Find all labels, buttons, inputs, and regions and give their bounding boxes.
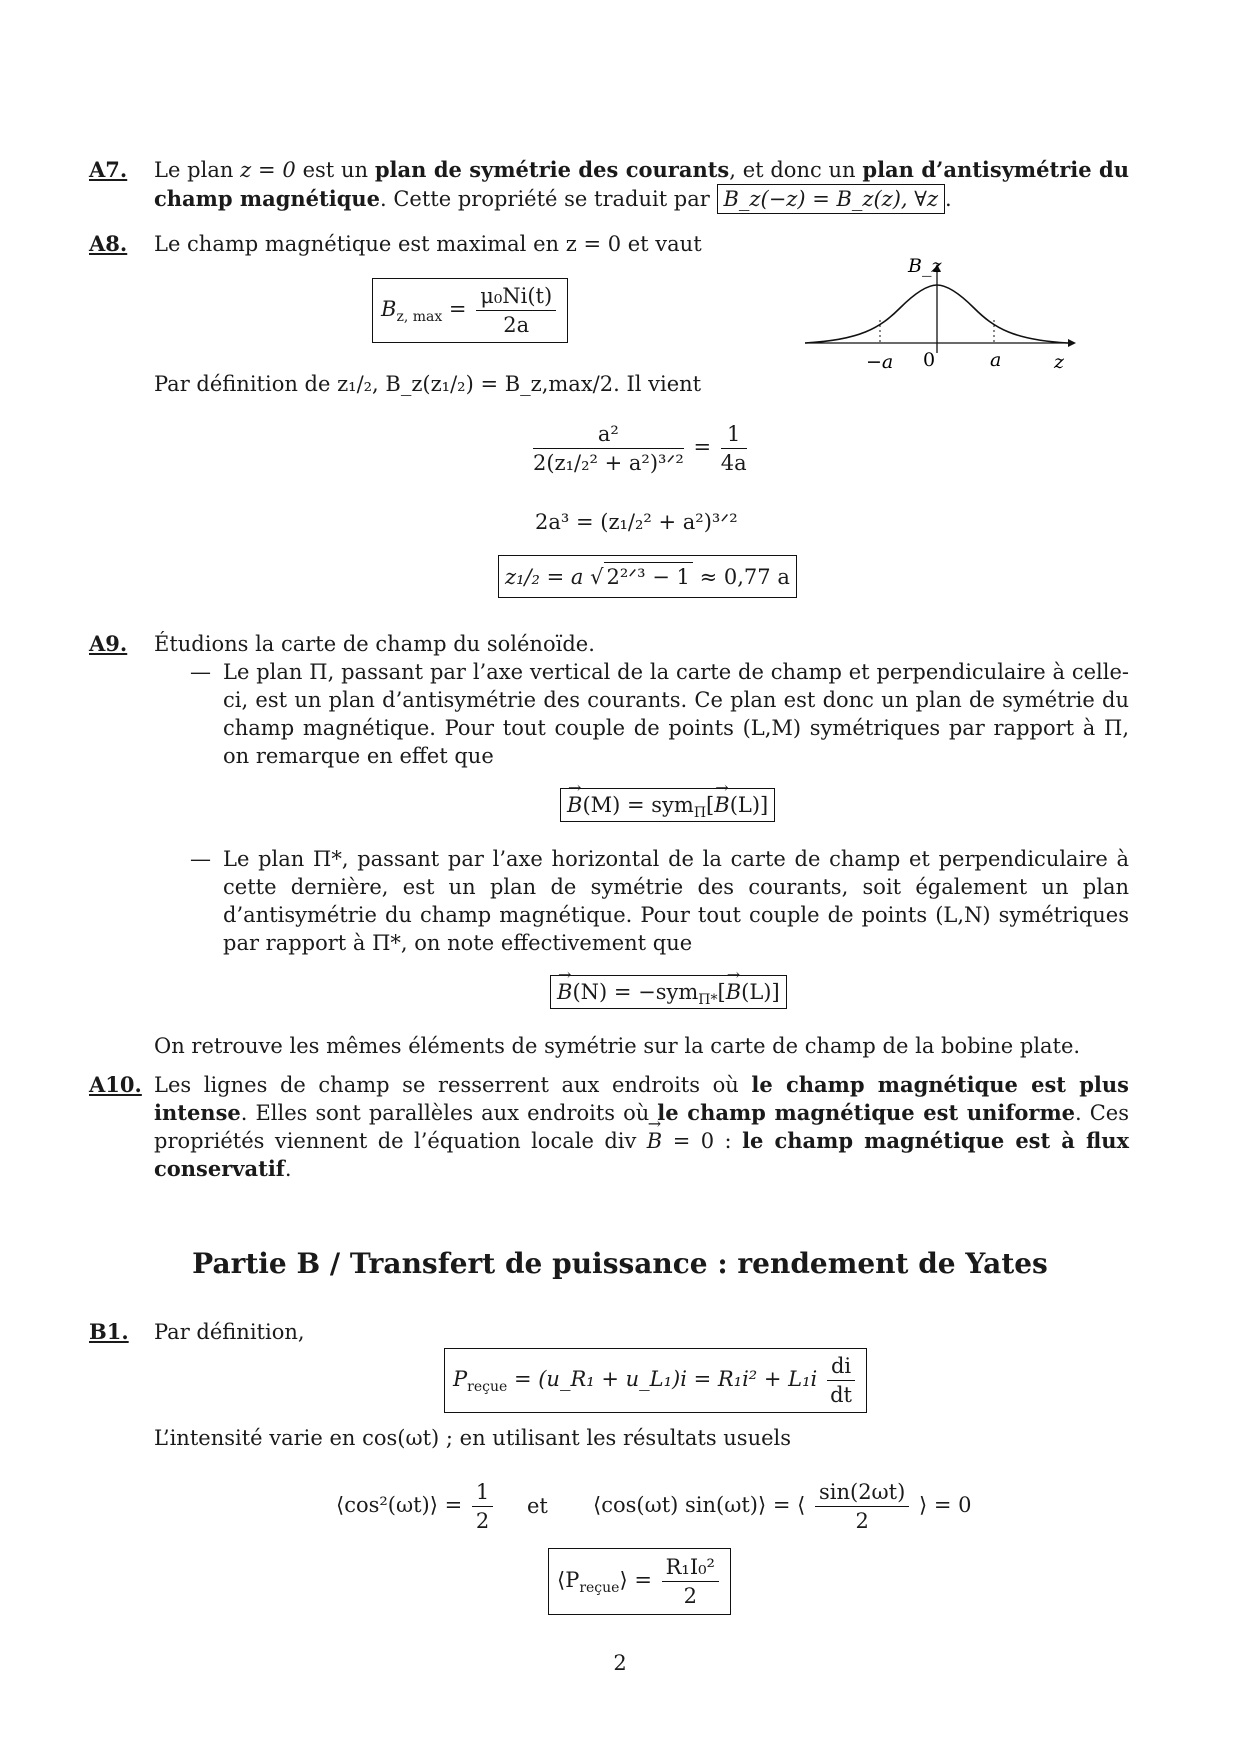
antisymmetry-equation — [550, 975, 787, 1009]
item-a9 — [89, 630, 1129, 658]
item-text: Le plan z = 0 est un plan de symétrie des courants, et donc un plan d’antisymétrie du champ magnétique. Cette propriété se traduit par B_z(−z) = B_z(z), ∀z . — [154, 156, 1129, 214]
conclusion-text: On retrouve les mêmes éléments de symétrie sur la carte de champ de la bobine plate. — [154, 1034, 1081, 1058]
tick-label: 0 — [923, 349, 936, 371]
tick-label: −a — [866, 351, 894, 373]
item-text: Étudions la carte de champ du solénoïde. — [154, 632, 595, 656]
result-box: → B(N) = −sym$_{\Pi*}$[→ B(L)] — [550, 975, 787, 1009]
result-box: $⟨P_{reçue}⟩$ = $\frac{\text{R₁I₀²}}{2}$ — [548, 1548, 731, 1615]
mean-power-result — [548, 1548, 731, 1615]
item-a10 — [89, 1071, 1129, 1183]
power-formula — [444, 1348, 867, 1413]
item-label: A9. — [89, 631, 128, 656]
conjunction: et — [527, 1494, 548, 1518]
result-box: $P_{reçue}$ = (u_R₁ + u_L₁)i = R₁i² + L₁i $\frac{di}{dt}$ — [444, 1348, 867, 1413]
dash: — — [190, 847, 211, 871]
symmetry-equation — [560, 788, 775, 822]
item-text: Par définition, — [154, 1320, 305, 1344]
axis-label-y: B_z — [908, 258, 942, 277]
mean-cos-sin: ⟨cos(ωt) sin(ωt)⟩ = ⟨ $\frac{\sin(2\omega t)}{2}$ ⟩ = 0 — [593, 1480, 972, 1533]
item-text: Les lignes de champ se resserrent aux endroits où le champ magnétique est plus intense. Elles sont parallèles aux endroits où le champ magnétique est uniforme. Ces propriétés viennent de l’équation locale div → B = 0 : le champ magnétique est à flux conservatif. — [154, 1071, 1129, 1183]
definition-text: Par définition de z₁/₂, B_z(z₁/₂) = B_z,max/2. Il vient — [154, 372, 702, 396]
item-a7 — [89, 156, 1129, 214]
item-text: Le champ magnétique est maximal en z = 0 et vaut — [154, 232, 702, 256]
page-number: 2 — [613, 1651, 627, 1675]
item-label: B1. — [89, 1319, 129, 1344]
result-box: → B(M) = sym$_\Pi$[→ B(L)] — [560, 788, 775, 822]
equation: $\frac{\text{a²}}{\text{2(z₁/₂² + a²)³ᐟ²}}$ = $\frac{1}{4a}$ — [533, 422, 747, 475]
list-item: Le plan Π*, passant par l’axe horizontal de la carte de champ et perpendiculaire à cette dernière, est un plan de symétrie des courants, soit également un plan d’antisymétrie du champ magnétique. Pour tout couple de points (L,N) symétriques par rapport à Π*, on note effectivement que — [223, 847, 1129, 955]
result-box: z₁/₂ = a √ 2²ᐟ³ − 1 ≈ 0,77 a — [498, 555, 797, 598]
item-b1 — [89, 1318, 1129, 1346]
axis-label-x: z — [1054, 351, 1065, 373]
bz-profile-graph — [800, 258, 1090, 378]
result-box: $B_{z, max}$ = $\frac{\text{μ₀Ni(t)}}{2a}$ — [372, 278, 568, 343]
half-width-result — [498, 555, 797, 598]
usual-results-text: L’intensité varie en cos(ωt) ; en utilisant les résultats usuels — [154, 1426, 792, 1450]
item-label: A10. — [89, 1072, 142, 1097]
dash: — — [190, 660, 211, 684]
mean-cos-squared: ⟨cos²(ωt)⟩ = $\frac{1}{2}$ — [336, 1478, 496, 1535]
equation: 2a³ = (z₁/₂² + a²)³ᐟ² — [535, 510, 738, 534]
list-item: Le plan Π, passant par l’axe vertical de la carte de champ et perpendiculaire à celle-ci, est un plan d’antisymétrie des courants. Ce plan est donc un plan de symétrie du champ magnétique. Pour tout couple de points (L,M) symétriques par rapport à Π, on remarque en effet que — [223, 660, 1129, 768]
section-title: Partie B / Transfert de puissance : rendement de Yates — [192, 1247, 1048, 1280]
tick-label: a — [990, 349, 1002, 371]
result-box: B_z(−z) = B_z(z), ∀z — [717, 184, 946, 214]
item-label: A7. — [89, 157, 128, 182]
item-a8 — [89, 230, 1129, 258]
item-label: A8. — [89, 231, 128, 256]
bmax-formula — [372, 278, 568, 343]
